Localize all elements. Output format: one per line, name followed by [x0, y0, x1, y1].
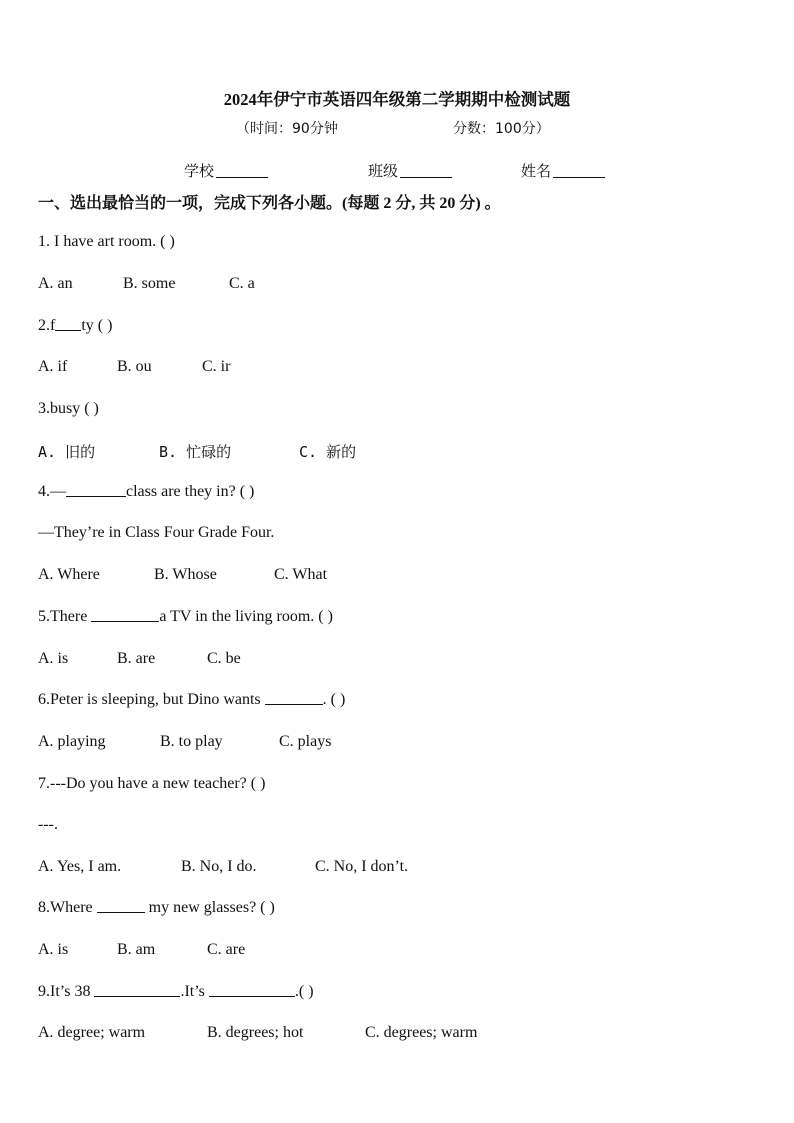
question-3: 3.busy ( ) [38, 400, 99, 417]
answer-blank [209, 996, 295, 997]
section-heading: 一、选出最恰当的一项，完成下列各小题。(每题 2 分, 共 20 分) 。 [38, 195, 501, 212]
option-a: A. playing [38, 733, 106, 750]
question-7-options [38, 858, 738, 880]
answer-blank [97, 912, 145, 913]
option-c: C. be [207, 650, 241, 667]
answer-blank [55, 330, 81, 331]
question-1: 1. I have art room. ( ) [38, 233, 175, 250]
option-a: A. is [38, 650, 69, 667]
question-2-options [38, 358, 738, 380]
option-b: B. ou [117, 358, 152, 375]
question-6-options [38, 733, 738, 755]
option-b: B. Whose [154, 566, 217, 583]
answer-blank [66, 496, 126, 497]
school-field: 学校 [184, 160, 268, 181]
option-b: B. degrees; hot [207, 1024, 304, 1041]
option-c: C. What [274, 566, 328, 583]
option-a: A. if [38, 358, 68, 375]
option-a: A. Where [38, 566, 100, 583]
question-9-options [38, 1024, 738, 1046]
question-4: 4.— class are they in? ( ) [38, 483, 255, 500]
answer-blank [94, 996, 180, 997]
exam-subtitle [0, 118, 794, 138]
option-c: C. plays [279, 733, 332, 750]
question-8: 8.Where my new glasses? ( ) [38, 899, 275, 916]
option-c: C. No, I don’t. [315, 858, 409, 875]
option-b: B. are [117, 650, 156, 667]
option-a: A. an [38, 275, 73, 292]
option-a: A. 旧的 [38, 443, 96, 461]
score-label: 分数：100分） [453, 121, 550, 137]
question-4-options [38, 566, 738, 588]
question-3-options [38, 441, 738, 463]
option-a: A. Yes, I am. [38, 858, 122, 875]
class-field: 班级 [368, 160, 452, 181]
question-6: 6.Peter is sleeping, but Dino wants . ( ) [38, 691, 346, 708]
option-b: B. No, I do. [181, 858, 257, 875]
question-2: 2.f ty ( ) [38, 317, 113, 334]
question-1-options [38, 275, 738, 297]
option-b: B. some [123, 275, 176, 292]
option-b: B. to play [160, 733, 223, 750]
question-9: 9.It’s 38 .It’s .( ) [38, 983, 314, 1000]
page-title: 2024年伊宁市英语四年级第二学期期中检测试题 [223, 90, 571, 109]
option-c: C. ir [202, 358, 231, 375]
question-7-reply: ---. [38, 816, 58, 833]
option-a: A. degree; warm [38, 1024, 146, 1041]
question-5: 5.There a TV in the living room. ( ) [38, 608, 333, 625]
question-7: 7.---Do you have a new teacher? ( ) [38, 775, 266, 792]
name-field: 姓名 [521, 160, 605, 181]
option-b: B. am [117, 941, 156, 958]
option-c: C. 新的 [299, 443, 357, 461]
student-info [0, 160, 794, 180]
option-b: B. 忙碌的 [159, 443, 232, 461]
question-4-reply: —They’re in Class Four Grade Four. [38, 524, 275, 541]
option-a: A. is [38, 941, 69, 958]
answer-blank [265, 704, 323, 705]
option-c: C. are [207, 941, 246, 958]
answer-blank [91, 621, 159, 622]
question-8-options [38, 941, 738, 963]
option-c: C. degrees; warm [365, 1024, 478, 1041]
question-5-options [38, 650, 738, 672]
time-label: （时间：90分钟 [236, 121, 338, 137]
option-c: C. a [229, 275, 255, 292]
